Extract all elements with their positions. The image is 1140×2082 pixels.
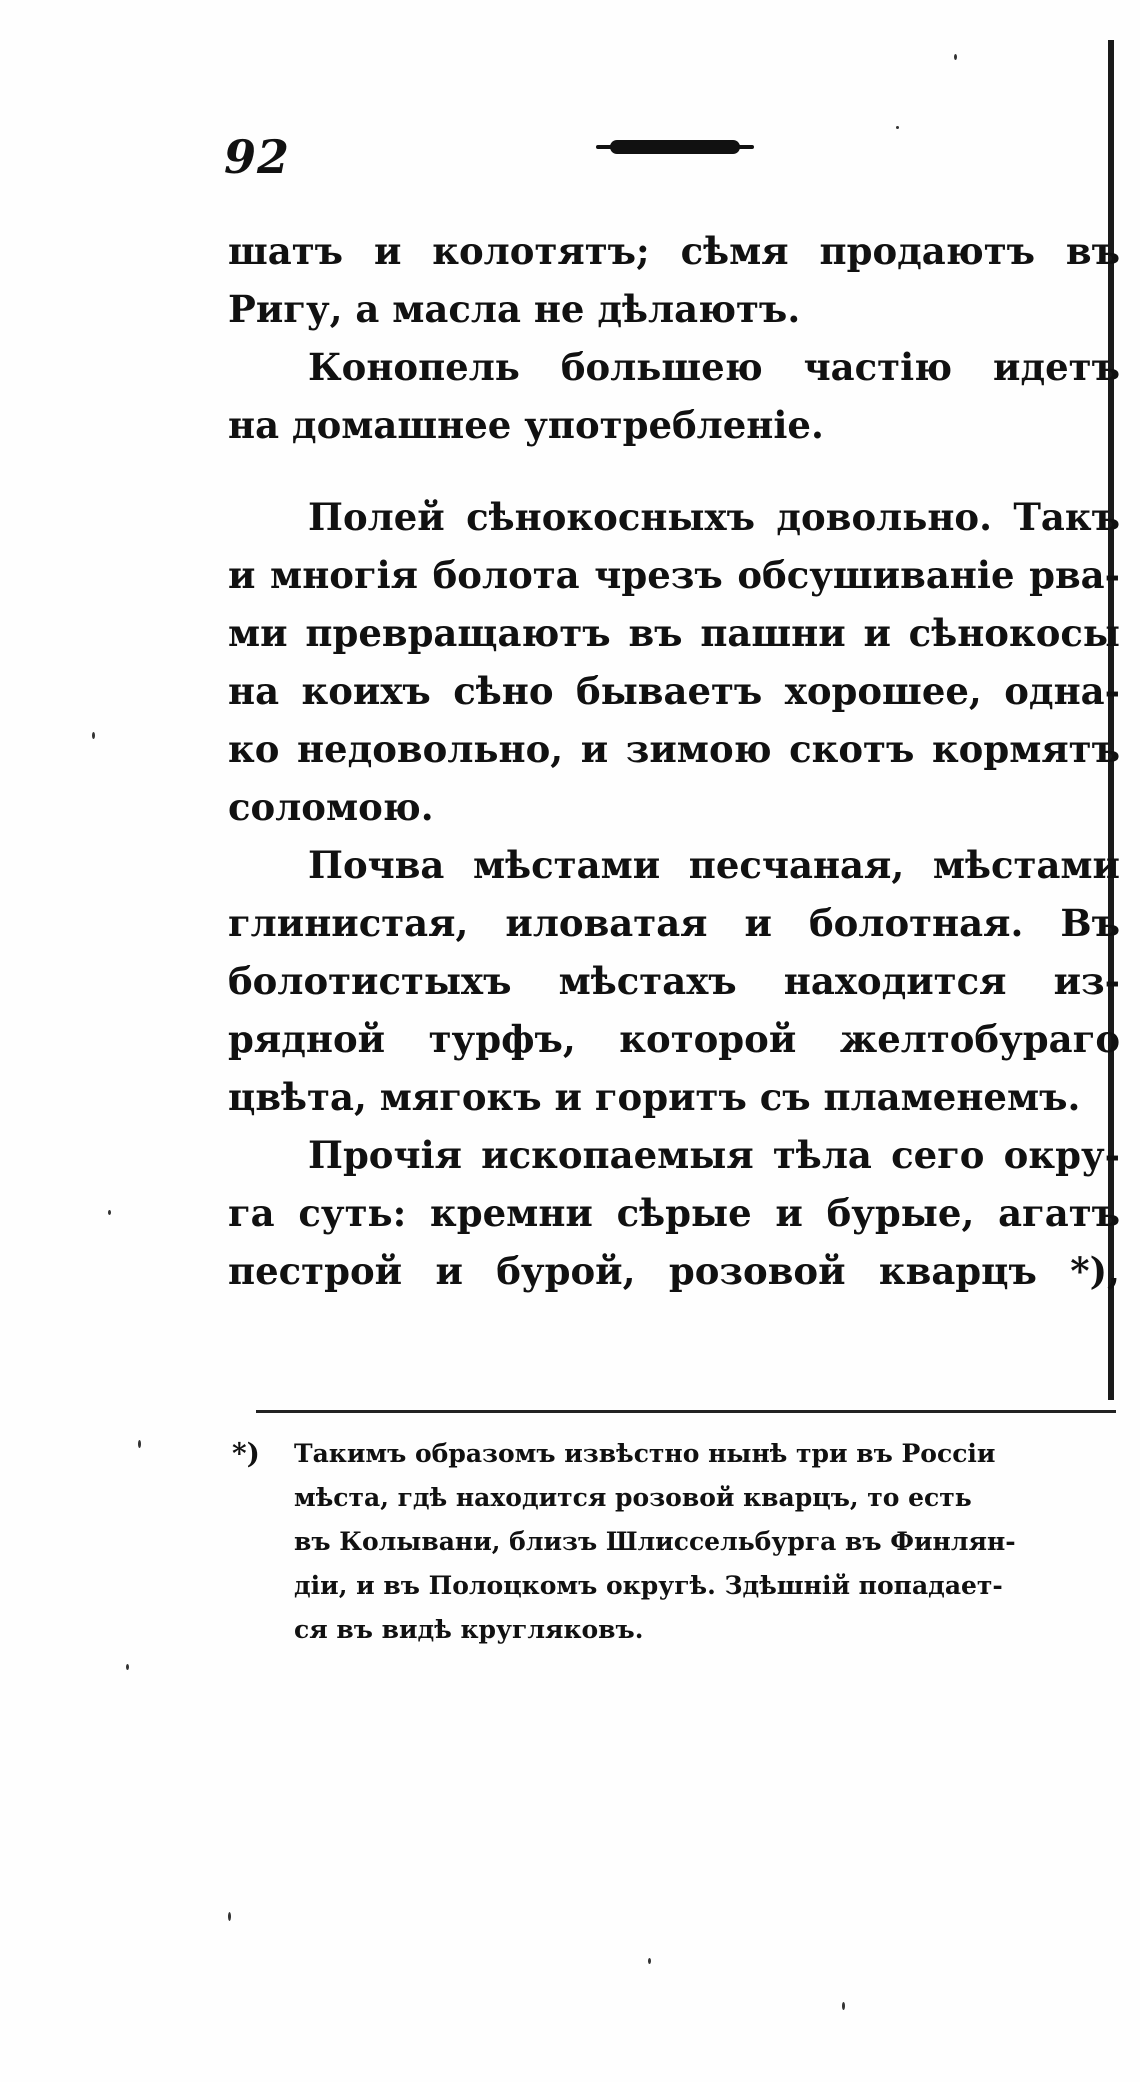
scan-speck xyxy=(92,732,95,739)
scan-speck xyxy=(228,1912,231,1921)
scan-speck xyxy=(648,1958,651,1964)
text-line: на домашнее употребленіе. xyxy=(228,403,824,447)
footnote-line: въ Колывани, близъ Шлиссельбурга въ Финлян- xyxy=(294,1527,1016,1556)
scan-speck xyxy=(896,126,899,129)
paragraph-hemp xyxy=(228,338,1120,454)
header-ornament xyxy=(610,140,740,154)
text-line: ко недовольно, и зимою скотъ кормятъ xyxy=(228,727,1120,771)
scan-speck xyxy=(954,54,957,60)
scan-speck xyxy=(138,1440,141,1448)
main-text xyxy=(228,222,1120,1300)
text-line: пестрой и бурой, розовой кварцъ *), xyxy=(228,1249,1120,1293)
paragraph-hayfields xyxy=(228,488,1120,836)
text-line: Конопель большею частію идетъ xyxy=(308,345,1120,389)
paragraph-soil xyxy=(228,836,1120,1126)
text-line: ми превращаютъ въ пашни и сѣнокосы xyxy=(228,611,1120,655)
paragraph-continuation xyxy=(228,222,1120,338)
footnote-mark: *) xyxy=(232,1437,260,1470)
scan-speck xyxy=(126,1664,129,1670)
text-line: на коихъ сѣно бываетъ хорошее, одна- xyxy=(228,669,1120,713)
text-line: соломою. xyxy=(228,785,434,829)
text-line: цвѣта, мягокъ и горитъ съ пламенемъ. xyxy=(228,1075,1081,1119)
text-line: Ригу, а масла не дѣлаютъ. xyxy=(228,287,801,331)
text-line: Прочія ископаемыя тѣла сего окру- xyxy=(308,1133,1120,1177)
footnote-line: мѣста, гдѣ находится розовой кварцъ, то есть xyxy=(294,1483,972,1512)
paragraph-minerals xyxy=(228,1126,1120,1300)
text-line: болотистыхъ мѣстахъ находится из- xyxy=(228,959,1120,1003)
text-line: Полей сѣнокосныхъ довольно. Такъ xyxy=(308,495,1120,539)
text-line: и многія болота чрезъ обсушиваніе рва- xyxy=(228,553,1120,597)
text-line: рядной турфъ, которой желтобураго xyxy=(228,1017,1120,1061)
text-line: шатъ и колотятъ; сѣмя продаютъ въ xyxy=(228,229,1120,273)
footnote-line: діи, и въ Полоцкомъ округѣ. Здѣшній попадает- xyxy=(294,1571,1003,1600)
footnote-line: ся въ видѣ кругляковъ. xyxy=(294,1615,644,1644)
page-number: 92 xyxy=(224,130,291,184)
scan-speck xyxy=(842,2002,845,2010)
text-line: Почва мѣстами песчаная, мѣстами xyxy=(308,843,1120,887)
text-line: глинистая, иловатая и болотная. Въ xyxy=(228,901,1120,945)
footnote-body xyxy=(294,1432,1112,1652)
text-line: га суть: кремни сѣрые и бурые, агатъ xyxy=(228,1191,1120,1235)
footnote-line: Такимъ образомъ извѣстно нынѣ три въ Россіи xyxy=(294,1439,996,1468)
scan-speck xyxy=(108,1210,111,1215)
footnote-separator xyxy=(256,1410,1116,1413)
